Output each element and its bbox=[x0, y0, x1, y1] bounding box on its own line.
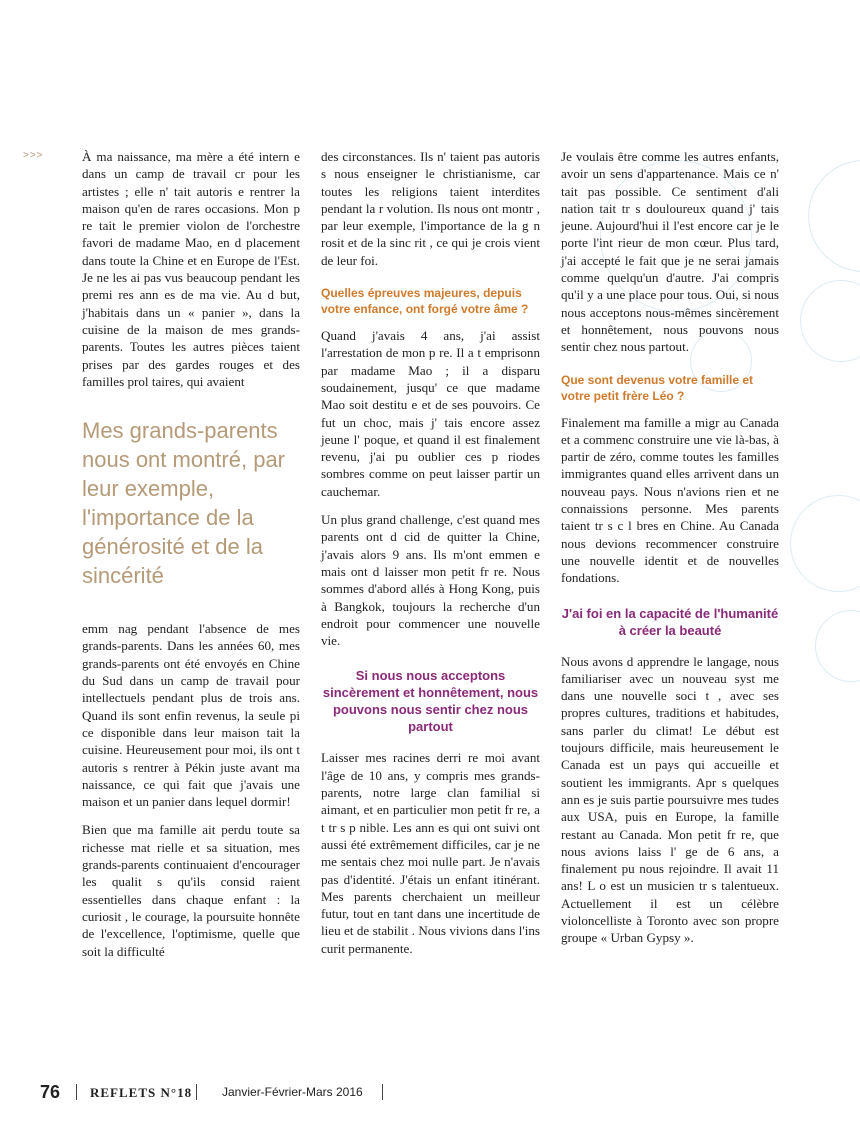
decorative-circle bbox=[790, 495, 860, 592]
decorative-circle bbox=[800, 280, 860, 362]
column-3 bbox=[561, 148, 779, 947]
column-2 bbox=[321, 148, 540, 957]
column-1 bbox=[82, 148, 300, 960]
paragraph: Bien que ma famille ait perdu toute sa richesse mat rielle et sa situation, mes grands-parents continuaient d'encourager les qualit s qu'ils consid raient essentielles dans chaque enfant : la curiosit , le courage, la poursuite honnête de l'excellence, l'optimisme, quelle que soit la difficulté bbox=[82, 822, 300, 959]
paragraph: emm nag pendant l'absence de mes grands-parents. Dans les années 60, mes grands-parents ont été envoyés en Chine du Sud dans un camp de travail pour intellectuels pendant plus de trois ans. Quand ils sont enfin revenus, la seule pi ce disponible dans leur maison tait la cuisine. Heureusement pour moi, ils ont t autoris s rentrer à Pékin juste avant ma naissance, ce qui fait que j'avais une maison et un panier dans lequel dormir! bbox=[82, 621, 300, 810]
footer-divider bbox=[76, 1084, 77, 1100]
footer-divider bbox=[196, 1084, 197, 1100]
paragraph: des circonstances. Ils n' taient pas autoris s nous enseigner le christianisme, car toutes les religions taient interdites pendant la r volution. Ils nous ont montr , par leur exemple, l'importance de la g n rosit et de la sinc rit , ce qui je crois vient de leur foi. bbox=[321, 149, 540, 268]
paragraph: Quand j'avais 4 ans, j'ai assist l'arrestation de mon p re. Il a t emprisonn par madame Mao ; il a disparu soudainement, jusqu' ce que madame Mao soit destitu e et de ses pouvoirs. Ce fut un choc, mais j' tais encore assez jeune l' poque, et quand il est finalement revenu, j'ai pu oublier ces p riodes sombres comme on peut laisser partir un cauchemar. bbox=[321, 328, 540, 499]
decorative-circle bbox=[808, 160, 860, 272]
paragraph: Laisser mes racines derri re moi avant l'âge de 10 ans, y compris mes grands-parents, notre large clan familial si aimant, et en particulier mon petit fr re, a t tr s p nible. Les ann es qui ont suivi ont aussi été extrêmement difficiles, car je ne me sentais chez moi nulle part. Je n'avais pas d'identité. J'étais un enfant itinérant. Mes parents cherchaient un meilleur futur, tout en tant dans une incertitude de lieu et de stabilit . Nous vivions dans l'ins curit permanente. bbox=[321, 750, 540, 956]
paragraph: À ma naissance, ma mère a été intern e dans un camp de travail cr pour les artistes ; elle n' tait autoris e rentrer la maison qu'en de rares occasions. Mon p re tait le premier violon de l'orchestre favori de madame Mao, en d placement dans toute la Chine et en Europe de l'Est. Je ne les ai pas vus beaucoup pendant les premi res ann es de ma vie. Au d but, j'habitais dans un « panier », dans la cuisine de la maison de mes grands-parents. Toutes les autres pièces taient prises par des gardes rouges et des familles prol taires, qui avaient bbox=[82, 149, 300, 389]
page-footer bbox=[40, 1082, 840, 1106]
paragraph: Je voulais être comme les autres enfants, avoir un sens d'appartenance. Mais ce n' tait pas possible. Ce sentiment d'ali nation tait tr s douloureux quand j' tais jeune. Aujourd'hui il l'est encore car je le porte l'int rieur de mon cœur. Plus tard, j'ai accepté le fait que je ne serai jamais comme quelqu'un d'autre. J'ai compris qu'il y a une place pour tous. Oui, si nous nous acceptons nous-mêmes sincèrement et honnêtement, nous pouvons nous sentir chez nous partout. bbox=[561, 149, 779, 355]
interview-question: Que sont devenus votre famille et votre petit frère Léo ? bbox=[561, 372, 754, 403]
highlight-quote: Si nous nous acceptons sincèrement et honnêtement, nous pouvons nous sentir chez nous partout bbox=[322, 668, 539, 735]
page-number: 76 bbox=[40, 1082, 61, 1102]
pull-quote: Mes grands-parents nous ont montré, par leur exemple, l'importance de la générosité et de la sincérité bbox=[82, 418, 286, 589]
continuation-marker: >>> bbox=[23, 150, 44, 161]
paragraph: Un plus grand challenge, c'est quand mes parents ont d cid de quitter la Chine, j'avais alors 9 ans. Ils m'ont emmen e mais ont d laisser mon petit fr re. Nous sommes d'abord allés à Hong Kong, puis à Bangkok, toujours la recherche d'un endroit pour commencer une nouvelle vie. bbox=[321, 512, 540, 649]
highlight-quote: J'ai foi en la capacité de l'humanité à créer la beauté bbox=[561, 605, 779, 638]
paragraph: Nous avons d apprendre le langage, nous familiariser avec un nouveau syst me dans une nouvelle soci t , avec ses propres cultures, traditions et habitudes, sans parler du climat! Le début est toujours difficile, mais heureusement le Canada est un pays qui accueille et soutient les immigrants. Apr s quelques ann es je suis partie poursuivre mes tudes aux USA, puis en Europe, la famille restant au Canada. Mon petit fr re, que nous avions laiss l' ge de 6 ans, a finalement pu nous rejoindre. Il avait 11 ans! L o est un musicien tr s talentueux. Actuellement il est un célèbre violoncelliste à Toronto avec son propre groupe « Urban Gypsy ». bbox=[561, 653, 779, 946]
decorative-circle bbox=[815, 610, 860, 682]
magazine-title: REFLETS N°18 bbox=[90, 1085, 193, 1100]
paragraph: Finalement ma famille a migr au Canada et a commenc construire une vie là-bas, à partir de zéro, comme toutes les familles immigrantes quand elles arrivent dans un nouveau pays. Nous n'avions rien et ne connaissions personne. Mes parents taient tr s c l bres en Chine. Au Canada nous devions recommencer construire une nouvelle identit et de nouvelles fondations. bbox=[561, 414, 779, 586]
footer-divider bbox=[382, 1084, 383, 1100]
issue-date: Janvier-Février-Mars 2016 bbox=[222, 1085, 363, 1099]
interview-question: Quelles épreuves majeures, depuis votre enfance, ont forgé votre âme ? bbox=[321, 286, 529, 317]
